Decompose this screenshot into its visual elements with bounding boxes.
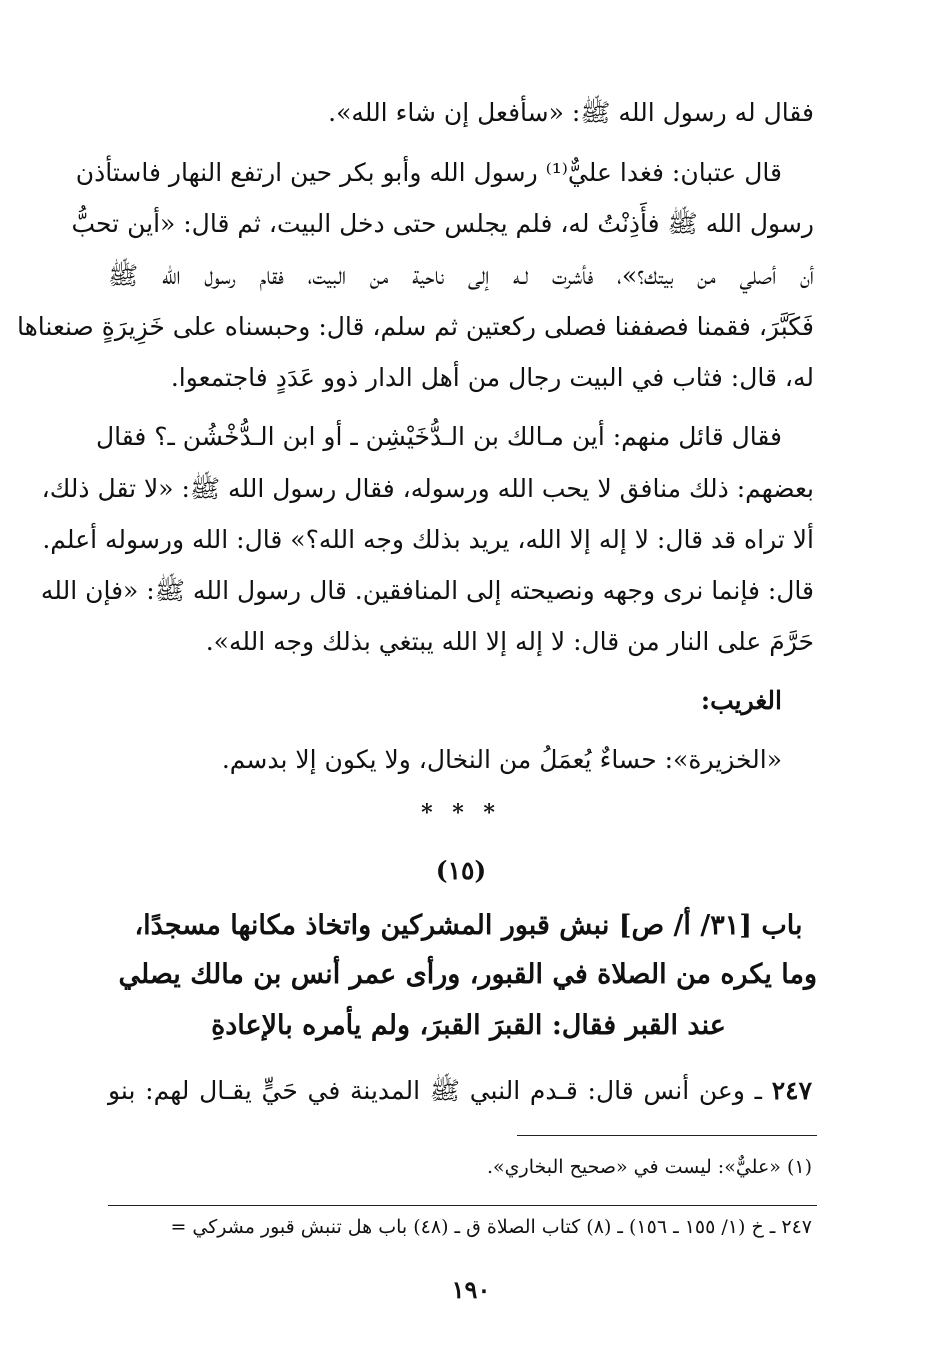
gharib-title: الغريب:	[700, 686, 782, 715]
body-line-1: فقال له رسول الله ﷺ: «سأفعل إن شاء الله».	[328, 98, 814, 127]
section-number: (١٥)	[435, 856, 487, 885]
separator-asterisks: * * *	[421, 800, 501, 826]
chapter-heading-line-2: وما يكره من الصلاة في القبور، ورأى عمر أنس بن مالك يصلي	[118, 959, 817, 990]
body-line-8: بعضهم: ذلك منافق لا يحب الله ورسوله، فقال رسول الله ﷺ: «لا تقل ذلك،	[41, 474, 814, 503]
body-line-7: فقال قائل منهم: أين مـالك بن الـدُّخَيْشِن ـ أو ابن الـدُّخْشُن ـ؟ فقال	[95, 422, 782, 451]
hadith-line	[108, 1078, 812, 1103]
body-line-2: قال عتبان: فغدا عليٌّ⁽¹⁾ رسول الله وأبو بكر حين ارتفع النهار فاستأذن	[75, 158, 782, 187]
chapter-heading-line-1: باب [٣١/ أ/ ص] نبش قبور المشركين واتخاذ مكانها مسجدًا،	[134, 910, 803, 941]
page-number: ١٩٠	[451, 1275, 491, 1304]
body-line-11: حَرَّمَ على النار من قال: لا إله إلا الله يبتغي بذلك وجه الله».	[205, 627, 814, 656]
chapter-heading-line-3: عند القبر فقال: القبرَ القبرَ، ولم يأمره بالإعادةِ	[211, 1010, 726, 1041]
footnote-separator	[517, 1135, 817, 1136]
body-line-6: له، قال: فثاب في البيت رجال من أهل الدار ذوو عَدَدٍ فاجتمعوا.	[170, 363, 814, 392]
hadith-number: ٢٤٧	[771, 1076, 813, 1105]
reference-line: ٢٤٧ ـ خ (١/ ١٥٥ ـ ١٥٦) ـ (٨) كتاب الصلاة ق ـ (٤٨) باب هل تنبش قبور مشركي =	[170, 1216, 812, 1238]
body-line-10: قال: فإنما نرى وجهه ونصيحته إلى المنافقين. قال رسول الله ﷺ: «فإن الله	[40, 576, 814, 605]
body-line-5: فَكَبَّرَ، فقمنا فصففنا فصلى ركعتين ثم سلم، قال: وحبسناه على خَزِيرَةٍ صنعناها	[16, 312, 814, 341]
footnote-1: (١) «عليٌّ»: ليست في «صحيح البخاري».	[487, 1156, 812, 1178]
body-line-9: ألا تراه قد قال: لا إله إلا الله، يريد بذلك وجه الله؟» قال: الله ورسوله أعلم.	[42, 525, 814, 554]
hadith-text: ـ وعن أنس قال: قـدم النبي ﷺ المدينة في حَيٍّ يقـال لهم: بنو	[108, 1076, 762, 1105]
body-line-3: رسول الله ﷺ فأَذِنْتُ له، فلم يجلس حتى دخل البيت، ثم قال: «أين تحبُّ	[71, 209, 814, 238]
body-line-4: أن أصلي من بيتك؟»، فأشرت لـه إلى ناحية من البيت، فقام رسول الله ﷺ	[108, 261, 814, 290]
gharib-text: «الخزيرة»: حساءٌ يُعمَلُ من النخال، ولا يكون إلا بدسم.	[221, 745, 782, 774]
reference-separator	[108, 1205, 817, 1206]
